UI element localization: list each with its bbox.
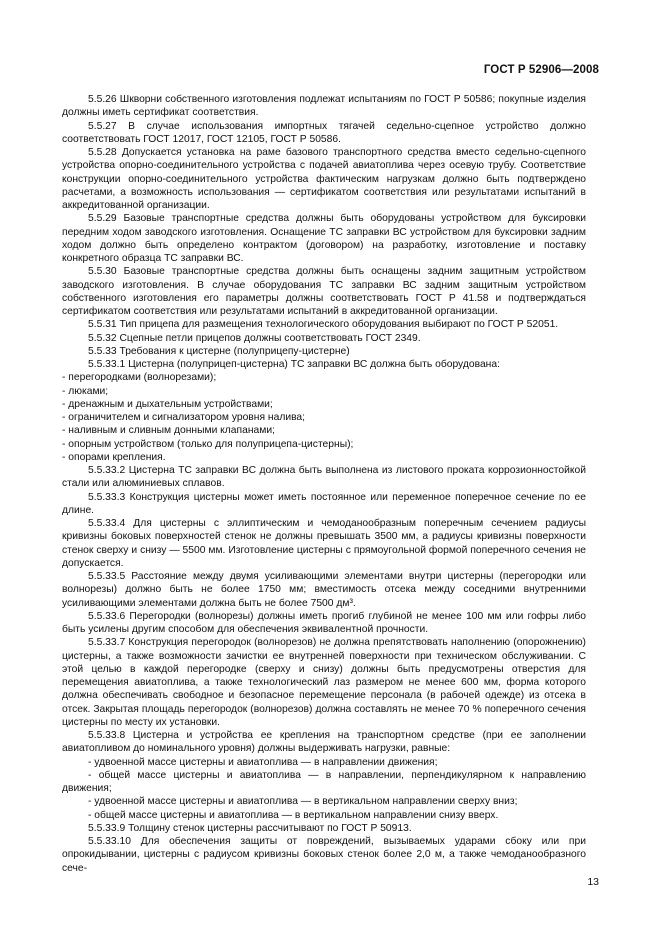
list-item: - дренажным и дыхательным устройствами; xyxy=(62,398,273,410)
paragraph: 5.5.33.9 Толщину стенок цистерны рассчитывают по ГОСТ Р 50913. xyxy=(88,822,412,834)
paragraph: 5.5.33.7 Конструкция перегородок (волнорезов) не должна препятствовать наполнению (опорожнению) цистерны, а также возможности зачистки ее внутренней поверхности при техническом обслуживании. С этой целью в каждой перегородке (сверху и снизу) должны быть предусмотрены отверстия для перемещения авиатоплива, а также технологический лаз размером не менее 600 мм, форма которого должна обеспечивать свободное и безопасное перемещение персонала (в рабочей одежде) из отсека в отсек. Закрытая площадь перегородок (волнорезов) должна составлять не менее 70 % поперечного сечения цистерны по месту их установки. xyxy=(62,637,586,728)
paragraph: 5.5.28 Допускается установка на раме базового транспортного средства вместо седельно-сцепного устройства опорно-соединительного устройства с подачей авиатоплива через осевую трубу. Соответствие конструкции опорно-соединительного устройства фактическим нагрузкам должно быть подтверждено расчетами, а возможность использования — сертификатом соответствия или результатами испытаний в аккредитованной организации. xyxy=(62,147,586,211)
paragraph: 5.5.33.4 Для цистерны с эллиптическим и чемоданообразным поперечным сечением радиусы кривизны боковых поверхностей стенок не должны превышать 3500 мм, а радиусы кривизны поверхности стенок сверху и снизу — 5500 мм. Изготовление цистерны с прямоугольной формой поперечного сечения не допускается. xyxy=(62,518,586,569)
list-item: - удвоенной массе цистерны и авиатоплива — в направлении движения; xyxy=(88,756,438,768)
paragraph: 5.5.33.1 Цистерна (полуприцеп-цистерна) ТС заправки ВС должна быть оборудована: xyxy=(88,359,500,370)
paragraph: 5.5.33.6 Перегородки (волнорезы) должны иметь прогиб глубиной не менее 100 мм или гофры либо быть усилены другим способом для обеспечения эквивалентной прочности. xyxy=(62,610,586,635)
list-item: - перегородками (волнорезами); xyxy=(62,372,217,384)
document-body xyxy=(62,93,586,875)
paragraph: 5.5.33 Требования к цистерне (полуприцепу-цистерне) xyxy=(88,345,350,357)
paragraph: 5.5.32 Сцепные петли прицепов должны соответствовать ГОСТ 2349. xyxy=(88,332,421,344)
list-item: - опорным устройством (только для полуприцепа-цистерны); xyxy=(62,438,354,450)
list-item: - общей массе цистерны и авиатоплива — в направлении, перпендикулярном к направлению движения; xyxy=(62,769,586,794)
document-header: ГОСТ Р 52906—2008 xyxy=(483,64,599,76)
paragraph: 5.5.29 Базовые транспортные средства должны быть оборудованы устройством для буксировки передним ходом заводского изготовления. Оснащение ТС заправки ВС устройством для буксировки задним ходом должно быть определено контрактом (договором) на разработку, изготовление и поставку конкретного образца ТС заправки ВС. xyxy=(62,213,586,264)
page-number: 13 xyxy=(587,876,599,888)
paragraph: 5.5.33.5 Расстояние между двумя усиливающими элементами внутри цистерны (перегородки или волнорезы) должно быть не более 1750 мм; вместимость отсека между соседними внутренними усиливающими элементами должна быть не более 7500 дм³. xyxy=(62,571,586,609)
paragraph: 5.5.33.10 Для обеспечения защиты от повреждений, вызываемых ударами сбоку или при опрокидывании, цистерны с радиусом кривизны боковых стенок более 2,0 м, а также чемоданообразного сече- xyxy=(62,836,586,874)
list-item: - общей массе цистерны и авиатоплива — в вертикальном направлении снизу вверх. xyxy=(88,809,499,821)
list-item: - люками; xyxy=(62,385,109,397)
list-item: - опорами крепления. xyxy=(62,451,166,463)
paragraph: 5.5.33.3 Конструкция цистерны может иметь постоянное или переменное поперечное сечение по ее длине. xyxy=(62,491,586,516)
paragraph: 5.5.31 Тип прицепа для размещения технологического оборудования выбирают по ГОСТ Р 52051. xyxy=(88,319,559,331)
paragraph: 5.5.33.2 Цистерна ТС заправки ВС должна быть выполнена из листового проката коррозионностойкой стали или алюминиевых сплавов. xyxy=(62,465,586,490)
paragraph: 5.5.27 В случае использования импортных тягачей седельно-сцепное устройство должно соответствовать ГОСТ 12017, ГОСТ 12105, ГОСТ Р 50586. xyxy=(62,120,586,145)
list-item: - ограничителем и сигнализатором уровня налива; xyxy=(62,412,306,423)
paragraph: 5.5.26 Шкворни собственного изготовления подлежат испытаниям по ГОСТ Р 50586; покупные изделия должны иметь сертификат соответствия. xyxy=(62,94,586,119)
paragraph: 5.5.33.8 Цистерна и устройства ее крепления на транспортном средстве (при ее заполнении авиатопливом до номинального уровня) должны выдерживать нагрузки, равные: xyxy=(62,730,586,755)
list-item: - удвоенной массе цистерны и авиатоплива — в вертикальном направлении сверху вниз; xyxy=(88,796,518,808)
paragraph: 5.5.30 Базовые транспортные средства должны быть оснащены задним защитным устройством заводского изготовления. В случае оборудования ТС заправки ВС задним защитным устройством собственного изготовления его параметры должны соответствовать ГОСТ Р 41.58 и подтверждаться сертификатом соответствия или результатами испытаний в аккредитованной организации. xyxy=(62,266,586,317)
list-item: - наливным и сливным донными клапанами; xyxy=(62,425,275,437)
